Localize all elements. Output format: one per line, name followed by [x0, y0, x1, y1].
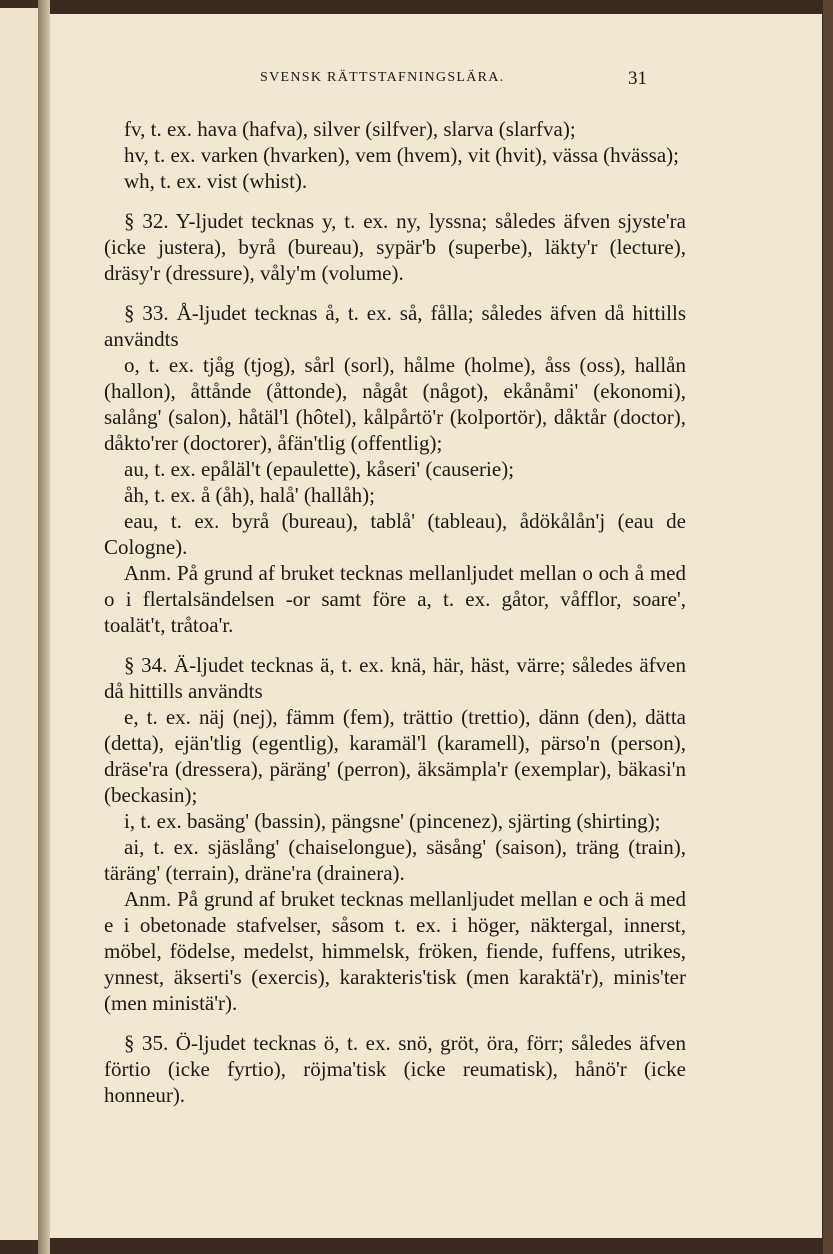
- paragraph-au: au, t. ex. epåläl't (epaulette), kåseri' (causerie);: [124, 457, 515, 481]
- running-title: SVENSK RÄTTSTAFNINGSLÄRA.: [260, 70, 505, 85]
- note-34: Anm. På grund af bruket tecknas mellanljudet mellan e och ä med e i obetonade stafvelser, såsom t. ex. i höger, näktergal, innerst, möbel, födelse, medelst, himmelsk, fröken, fiende, fuffens, utrikes, ynnest, äkserti's (exercis), karakteris'tisk (men karaktä'r), minis'ter (men ministä'r).: [104, 887, 686, 1015]
- paragraph-fv: fv, t. ex. hava (hafva), silver (silfver), slarva (slarfva);: [124, 117, 576, 141]
- section-34: § 34. Ä-ljudet tecknas ä, t. ex. knä, här, häst, värre; således äfven då hittills användts: [104, 653, 686, 703]
- paragraph-ah: åh, t. ex. å (åh), halå' (hallåh);: [124, 483, 375, 507]
- section-35: § 35. Ö-ljudet tecknas ö, t. ex. snö, gröt, öra, förr; således äfven förtio (icke fyrtio), röjma'tisk (icke reumatisk), hånö'r (icke honneur).: [104, 1031, 686, 1107]
- page-number: 31: [628, 68, 647, 89]
- book-cover-edge: [823, 0, 833, 1254]
- section-33: § 33. Å-ljudet tecknas å, t. ex. så, fålla; således äfven då hittills användts: [104, 301, 686, 351]
- page-body: [104, 116, 686, 1108]
- paragraph-hv: hv, t. ex. varken (hvarken), vem (hvem), vit (hvit), vässa (hvässa);: [124, 143, 679, 167]
- paragraph-ai: ai, t. ex. sjäslång' (chaiselongue), säsång' (saison), träng (train), täräng' (terrain), dräne'ra (drainera).: [104, 835, 686, 885]
- paragraph-o: o, t. ex. tjåg (tjog), sårl (sorl), hålme (holme), åss (oss), hallån (hallon), åttånde (åttonde), någåt (något), ekånåmi' (ekonomi), salång' (salon), håtäl'l (hôtel), kålpårtö'r (kolportör), dåktår (doctor), dåkto'rer (doctorer), åfän'tlig (offentlig);: [104, 353, 686, 455]
- paragraph-e: e, t. ex. näj (nej), fämm (fem), trättio (trettio), dänn (den), dätta (detta), ejän'tlig (egentlig), karamäl'l (karamell), pärso'n (person), dräse'ra (dressera), päräng' (perron), äksämpla'r (exemplar), bäkasi'n (beckasin);: [104, 705, 686, 807]
- section-32: § 32. Y-ljudet tecknas y, t. ex. ny, lyssna; således äfven sjyste'ra (icke justera), byrå (bureau), sypär'b (superbe), läkty'r (lecture), dräsy'r (dressure), våly'm (volume).: [104, 209, 686, 285]
- note-33: Anm. På grund af bruket tecknas mellanljudet mellan o och å med o i flertalsändelsen -or samt före a, t. ex. gåtor, våfflor, soare', toalät't, tråtoa'r.: [104, 561, 686, 637]
- paragraph-wh: wh, t. ex. vist (whist).: [124, 169, 308, 193]
- book-page: [50, 14, 822, 1238]
- facing-page-edge: [0, 8, 40, 1240]
- paragraph-eau: eau, t. ex. byrå (bureau), tablå' (tableau), ådökålån'j (eau de Cologne).: [104, 509, 686, 559]
- book-gutter: [38, 0, 50, 1254]
- paragraph-i: i, t. ex. basäng' (bassin), pängsne' (pincenez), sjärting (shirting);: [124, 809, 661, 833]
